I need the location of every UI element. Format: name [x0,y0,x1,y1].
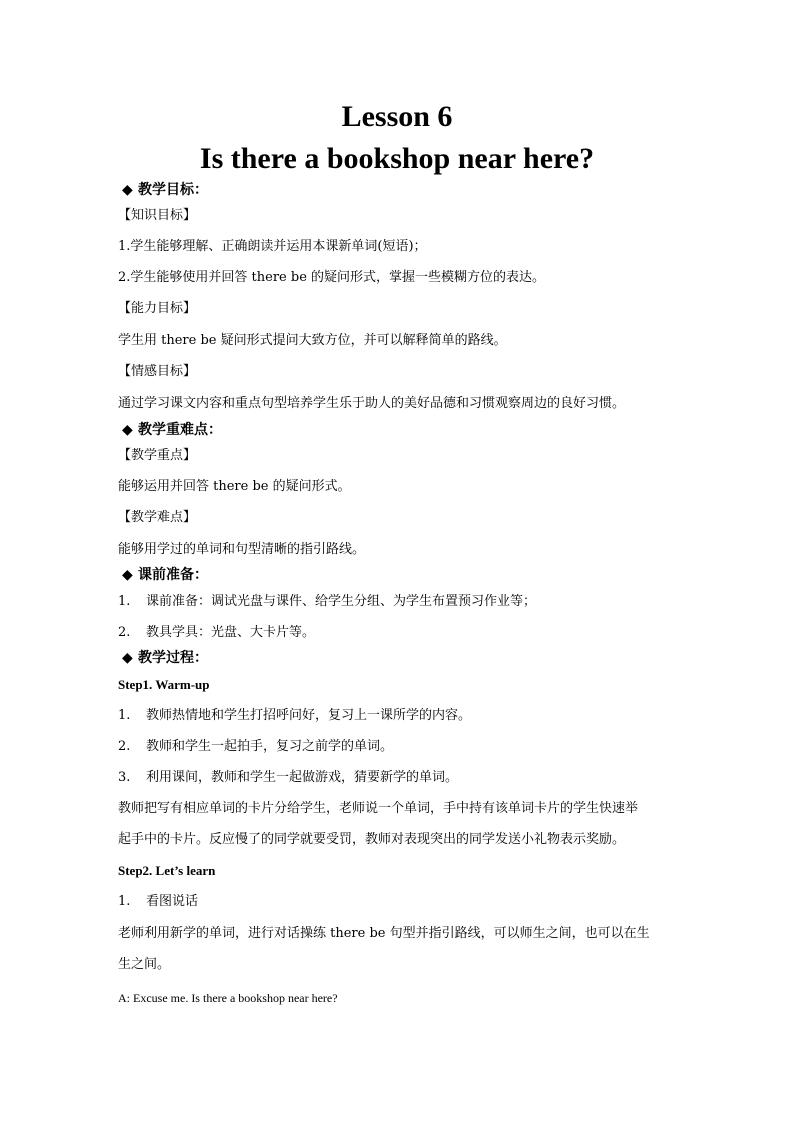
knowledge-goal-1: 1.学生能够理解、正确朗读并运用本课新单词(短语)； [118,239,427,254]
section-process [122,650,208,666]
section-label: 教学重难点： [138,422,222,438]
prep-item-1: 1. 课前准备：调试光盘与课件、给学生分组、为学生布置预习作业等； [118,594,537,609]
learn-item-1: 1. 看图说话 [118,894,199,909]
section-preparation [122,567,208,583]
step1-heading: Step1. Warm-up [118,677,210,692]
ability-goal-text: 学生用 there be 疑问形式提问大致方位，并可以解释简单的路线。 [118,333,507,348]
warmup-paragraph-line-1: 教师把写有相应单词的卡片分给学生，老师说一个单词，手中持有该单词卡片的学生快速举 [118,801,639,816]
diamond-bullet-icon: ◆ [122,650,133,666]
learn-paragraph-line-2: 生之间。 [118,957,171,972]
emotion-goal-heading: 【情感目标】 [118,364,197,379]
diamond-bullet-icon: ◆ [122,422,133,438]
warmup-paragraph-line-2: 起手中的卡片。反应慢了的同学就要受罚，教师对表现突出的同学发送小礼物表示奖励。 [118,832,626,847]
dialog-line-a: A: Excuse me. Is there a bookshop near here? [118,991,338,1005]
emotion-goal-text: 通过学习课文内容和重点句型培养学生乐于助人的美好品德和习惯观察周边的良好习惯。 [118,396,626,411]
knowledge-goal-heading: 【知识目标】 [118,208,197,223]
warmup-item-2: 2. 教师和学生一起拍手，复习之前学的单词。 [118,739,394,754]
section-teaching-goals [122,182,208,198]
section-label: 教学目标： [138,182,208,198]
key-point-text: 能够运用并回答 there be 的疑问形式。 [118,479,351,494]
knowledge-goal-2: 2.学生能够使用并回答 there be 的疑问形式，掌握一些模糊方位的表达。 [118,270,546,285]
key-point-heading: 【教学重点】 [118,448,197,463]
warmup-item-1: 1. 教师热情地和学生打招呼问好，复习上一课所学的内容。 [118,708,472,723]
section-label: 教学过程： [138,650,208,666]
difficult-point-text: 能够用学过的单词和句型清晰的指引路线。 [118,542,366,557]
lesson-subtitle: Is there a bookshop near here? [199,142,595,175]
section-label: 课前准备： [138,567,208,583]
difficult-point-heading: 【教学难点】 [118,510,197,525]
lesson-title: Lesson 6 [341,100,453,133]
ability-goal-heading: 【能力目标】 [118,301,197,316]
learn-paragraph-line-1: 老师利用新学的单词，进行对话操练 there be 句型并指引路线，可以师生之间，也可以在生 [118,926,650,941]
section-key-points [122,422,222,438]
prep-item-2: 2. 教具学具：光盘、大卡片等。 [118,625,316,640]
diamond-bullet-icon: ◆ [122,567,133,583]
warmup-item-3: 3. 利用课间，教师和学生一起做游戏，猜要新学的单词。 [118,770,459,785]
step2-heading: Step2. Let’s learn [118,863,216,878]
diamond-bullet-icon: ◆ [122,182,133,198]
